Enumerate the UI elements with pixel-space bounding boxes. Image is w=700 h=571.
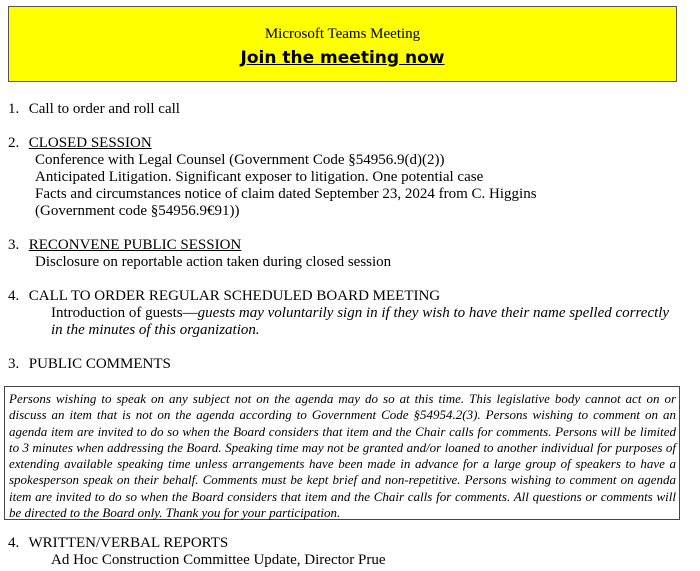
- closed-session-line-1: [35, 152, 444, 169]
- agenda-item-public-comments: [8, 356, 171, 373]
- guest-introduction: [51, 305, 681, 339]
- item-title: PUBLIC COMMENTS: [28, 356, 171, 372]
- public-comment-notice: Persons wishing to speak on any subject not on the agenda may do so at this time. This legislative body cannot act on or discuss an item that is not on the agenda according to Government Code §54954.2(3). Persons wishing to comment on an agenda item are invited to do so when the Board considers that item and the Chair calls for comments. Persons will be limited to 3 minutes when addressing the Board. Speaking time may not be granted and/or loaned to another individual for purposes of extending available speaking time unless arrangements have been made in advance for a large group of speakers to have a spokesperson speak on their behalf. Comments must be kept brief and non-repetitive. Persons wishing to comment on agenda item are invited to do so when the Board considers that item and the Chair calls for comments. All questions or comments will be directed to the Board only. Thank you for your participation.: [4, 386, 680, 520]
- item-title: WRITTEN/VERBAL REPORTS: [28, 535, 229, 551]
- reports-line-1: Ad Hoc Construction Committee Update, Director Prue: [51, 552, 386, 568]
- guest-intro-label: Introduction of guests—: [51, 305, 198, 321]
- item-number: 3.: [8, 356, 20, 372]
- agenda-item-4: [8, 288, 440, 305]
- reconvene-line-1: Disclosure on reportable action taken during closed session: [35, 254, 392, 270]
- item-number: 1.: [8, 101, 20, 117]
- item-title: RECONVENE PUBLIC SESSION: [28, 237, 242, 253]
- government-code-ref: (Government Code §54956.9(d)(2)): [225, 152, 445, 168]
- agenda-item-2: [8, 135, 152, 152]
- guest-intro-note: guests may voluntarily sign in if they wish to have their name spelled correctly in the minutes of this organization.: [51, 305, 670, 338]
- item-title: Call to order and roll call: [28, 101, 180, 117]
- item-title: CLOSED SESSION: [28, 135, 152, 151]
- item-title: CALL TO ORDER REGULAR SCHEDULED BOARD MEETING: [28, 288, 441, 304]
- closed-session-line-2: Anticipated Litigation. Significant exposer to litigation. One potential case: [35, 169, 484, 185]
- agenda-item-1: [8, 101, 180, 118]
- banner-title: Microsoft Teams Meeting: [264, 26, 421, 42]
- legal-counsel-label: Conference with Legal Counsel: [35, 152, 226, 168]
- agenda-item-reports: [8, 535, 228, 552]
- join-meeting-link[interactable]: Join the meeting now: [240, 48, 445, 68]
- item-number: 3.: [8, 237, 20, 253]
- teams-meeting-banner: [8, 6, 677, 82]
- item-number: 4.: [8, 288, 20, 304]
- agenda-item-3: [8, 237, 241, 254]
- item-number: 4.: [8, 535, 20, 551]
- item-number: 2.: [8, 135, 20, 151]
- closed-session-line-4: (Government code §54956.9€91)): [35, 203, 240, 219]
- closed-session-line-3: Facts and circumstances notice of claim dated September 23, 2024 from C. Higgins: [35, 186, 537, 202]
